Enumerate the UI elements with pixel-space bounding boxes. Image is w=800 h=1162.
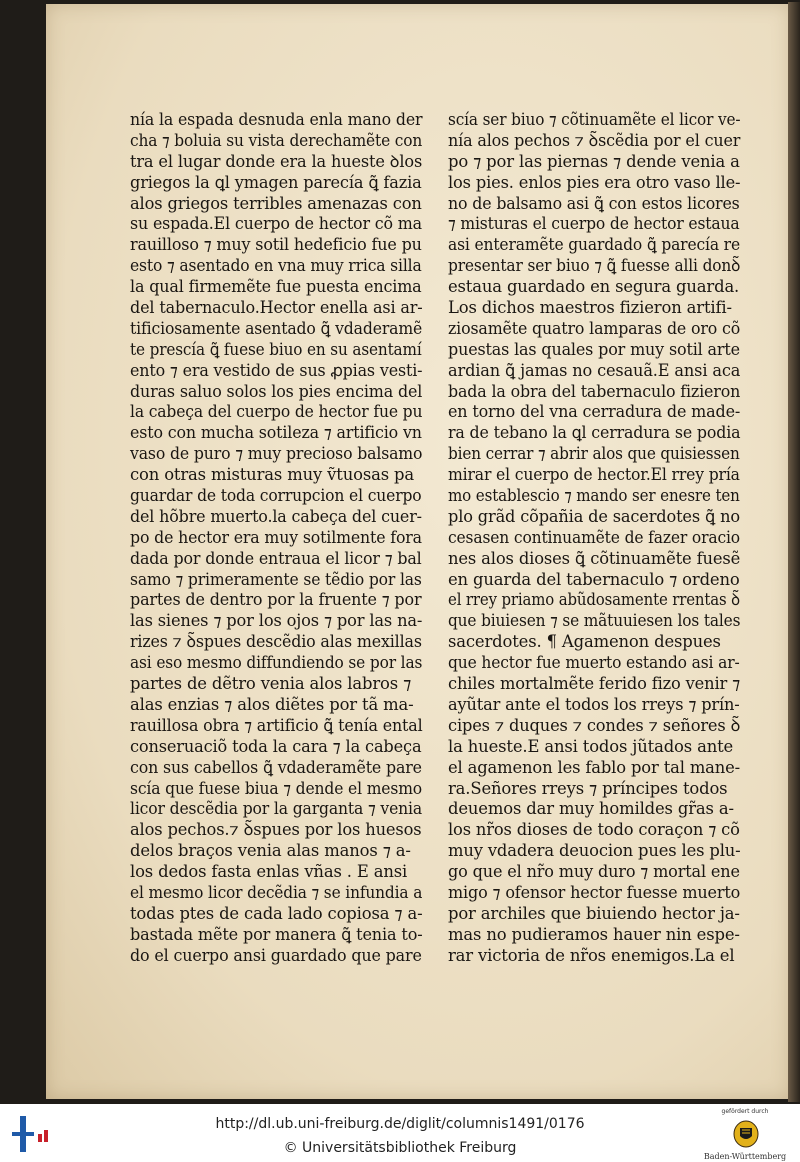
- text-line: guardar de toda corrupcion el cuerpo: [130, 486, 422, 506]
- text-line: asi enteramẽte guardado ꝗ̃ parecía re: [448, 235, 740, 255]
- text-line: duras saluo solos los pies encima del: [130, 381, 423, 401]
- text-line: po ⁊ por las piernas ⁊ dende venia a: [448, 151, 740, 171]
- text-line: con sus cabellos ꝗ̃ vdaderamẽte pare: [130, 757, 422, 777]
- text-line: griegos la ꝗl ymagen parecía ꝗ̃ fazia: [130, 172, 422, 192]
- text-line: scía ser biuo ⁊ cõtinuamẽte el licor ve-: [448, 110, 741, 129]
- copyright-notice: © Universitätsbibliothek Freiburg: [283, 1140, 517, 1156]
- text-line: conseruaciõ toda la cara ⁊ la cabeça: [130, 736, 422, 756]
- text-line: los pies. enlos pies era otro vaso lle-: [448, 172, 741, 192]
- text-line: por archiles que biuiendo hector ja-: [448, 903, 740, 923]
- text-line: partes de dentro por la fruente ⁊ por: [130, 590, 422, 610]
- text-line: cipes ⁊ duques ⁊ condes ⁊ señores ꝺ̃: [448, 715, 741, 735]
- document-url-link[interactable]: http://dl.ub.uni-freiburg.de/diglit/columnis1491/0176: [215, 1116, 585, 1132]
- text-line: ento ⁊ era vestido de sus ꝓpias vesti-: [130, 360, 423, 380]
- text-line: do el cuerpo ansi guardado que pare: [130, 945, 422, 965]
- text-line: los dedos fasta enlas vñas . E ansi: [130, 862, 408, 882]
- text-line: su espada.El cuerpo de hector cõ ma: [130, 214, 422, 234]
- text-line: plo grãd cõpañia de sacerdotes ꝗ̃ no: [448, 506, 740, 526]
- text-line: rar victoria de nr̃os enemigos.La el: [448, 945, 735, 965]
- text-line: bien cerrar ⁊ abrir alos que quisiessen: [448, 444, 740, 464]
- text-line: alos pechos.⁊ ꝺ̃spues por los huesos: [130, 820, 422, 840]
- text-line: rizes ⁊ ꝺ̃spues descẽdio alas mexillas: [130, 632, 422, 652]
- sponsor-label: gefördert durch: [721, 1108, 769, 1115]
- text-line: po de hector era muy sotilmente fora: [130, 527, 422, 547]
- text-line: nía alos pechos ⁊ ꝺ̃scẽdia por el cuer: [448, 130, 741, 150]
- text-line: licor descẽdia por la garganta ⁊ venia: [130, 799, 423, 819]
- text-line: las sienes ⁊ por los ojos ⁊ por las na-: [130, 611, 423, 631]
- text-line: estaua guardado en segura guarda.: [448, 277, 740, 297]
- text-line: ziosamẽte quatro lamparas de oro cõ: [448, 318, 741, 338]
- text-line: la hueste.E ansi todos jũtados ante: [448, 736, 734, 756]
- text-line: todas ptes de cada lado copiosa ⁊ a-: [130, 903, 423, 923]
- text-line: samo ⁊ primeramente se tẽdio por las: [130, 569, 422, 589]
- text-line: la cabeça del cuerpo de hector fue pu: [130, 402, 423, 422]
- text-line: con otras misturas muy ṽtuosas pa: [130, 465, 415, 485]
- text-line: ⁊ misturas el cuerpo de hector estaua: [448, 214, 740, 234]
- text-line: que hector fue muerto estando asi ar-: [448, 653, 740, 673]
- text-line: el agamenon les fablo por tal mane-: [448, 757, 741, 777]
- text-line: mas no pudieramos hauer nin espe-: [448, 924, 740, 944]
- sponsor-block: [700, 1108, 790, 1162]
- text-line: el mesmo licor decẽdia ⁊ se infundia a: [130, 882, 423, 902]
- text-line: la qual firmemẽte fue puesta encima: [130, 277, 422, 297]
- text-line: rauilloso ⁊ muy sotil hedeficio fue pu: [130, 235, 422, 255]
- left-text-column: [130, 110, 422, 967]
- text-line: cesasen continuamẽte de fazer oracio: [448, 527, 740, 547]
- text-line: esto ⁊ asentado en vna muy rrica silla: [130, 256, 422, 276]
- text-line: ayũtar ante el todos los rreys ⁊ prín-: [448, 694, 740, 714]
- text-line: go que el nr̃o muy duro ⁊ mortal ene: [448, 862, 740, 882]
- text-line: dada por donde entraua el licor ⁊ bal: [130, 548, 422, 568]
- text-line: que biuiesen ⁊ se mãtuuiesen los tales: [448, 611, 741, 631]
- sponsor-name: Baden-Württemberg: [703, 1152, 787, 1161]
- text-line: puestas las quales por muy sotil arte: [448, 339, 740, 359]
- text-line: nía la espada desnuda enla mano der: [130, 110, 423, 129]
- text-line: mo establescio ⁊ mando ser enesre ten: [448, 486, 740, 506]
- text-line: vaso de puro ⁊ muy precioso balsamo: [130, 444, 423, 464]
- text-line: el rrey priamo abũdosamente rrentas ꝺ̃: [448, 590, 740, 610]
- text-line: delos braços venia alas manos ⁊ a-: [130, 841, 411, 861]
- text-line: en guarda del tabernaculo ⁊ ordeno: [448, 569, 740, 589]
- text-line: ra.Señores rreys ⁊ príncipes todos: [448, 778, 728, 798]
- right-text-column: [448, 110, 740, 967]
- text-line: ardian ꝗ̃ jamas no cesauã.E ansi aca: [448, 360, 741, 380]
- text-line: migo ⁊ ofensor hector fuesse muerto: [448, 882, 741, 902]
- text-line: cha ⁊ boluia su vista derechamẽte con: [130, 130, 423, 150]
- text-line: mirar el cuerpo de hector.El rrey pría: [448, 465, 740, 485]
- text-line: del tabernaculo.Hector enella asi ar-: [130, 298, 423, 318]
- text-line: tra el lugar donde era la hueste ꝺlos: [130, 151, 423, 171]
- page-edge: [788, 2, 800, 1102]
- text-line: te prescía ꝗ̃ fuese biuo en su asentamí: [130, 339, 422, 359]
- text-line: ra de tebano la ꝗl cerradura se podia: [448, 423, 741, 443]
- text-line: scía que fuese biua ⁊ dende el mesmo: [130, 778, 422, 798]
- text-line: deuemos dar muy homildes gr̃as a-: [448, 799, 734, 819]
- text-line: del hõbre muerto.la cabeça del cuer-: [130, 506, 422, 526]
- text-line: bastada mẽte por manera ꝗ̃ tenia to-: [130, 924, 423, 944]
- text-line: rauillosa obra ⁊ artificio ꝗ̃ tenía ental: [130, 715, 423, 735]
- text-line: chiles mortalmẽte ferido fizo venir ⁊: [448, 674, 741, 694]
- text-line: Los dichos maestros fizieron artifi-: [448, 298, 732, 318]
- text-line: nes alos dioses ꝗ̃ cõtinuamẽte fuesẽ: [448, 548, 741, 568]
- text-line: esto con mucha sotileza ⁊ artificio vn: [130, 423, 422, 443]
- text-line: muy vdadera deuocion pues les plu-: [448, 841, 741, 861]
- text-line: alas enzias ⁊ alos diẽtes por tã ma-: [130, 694, 414, 714]
- text-line: no de balsamo asi ꝗ̃ con estos licores: [448, 193, 740, 213]
- baden-wuerttemberg-seal-icon: [733, 1120, 759, 1148]
- text-line: tificiosamente asentado ꝗ̃ vdaderamẽ: [130, 318, 423, 338]
- text-line: alos griegos terribles amenazas con: [130, 193, 422, 213]
- text-line: bada la obra del tabernaculo fizieron: [448, 381, 741, 401]
- text-line: los nr̃os dioses de todo coraçon ⁊ cõ: [448, 820, 740, 840]
- text-line: en torno del vna cerradura de made-: [448, 402, 741, 422]
- text-line: sacerdotes. ¶ Agamenon despues: [448, 632, 721, 652]
- footer-bar: [0, 1104, 800, 1162]
- text-line: presentar ser biuo ⁊ ꝗ̃ fuesse alli donꝺ̃: [448, 256, 741, 276]
- text-line: partes de dẽtro venia alos labros ⁊: [130, 674, 412, 694]
- text-line: asi eso mesmo diffundiendo se por las: [130, 653, 423, 673]
